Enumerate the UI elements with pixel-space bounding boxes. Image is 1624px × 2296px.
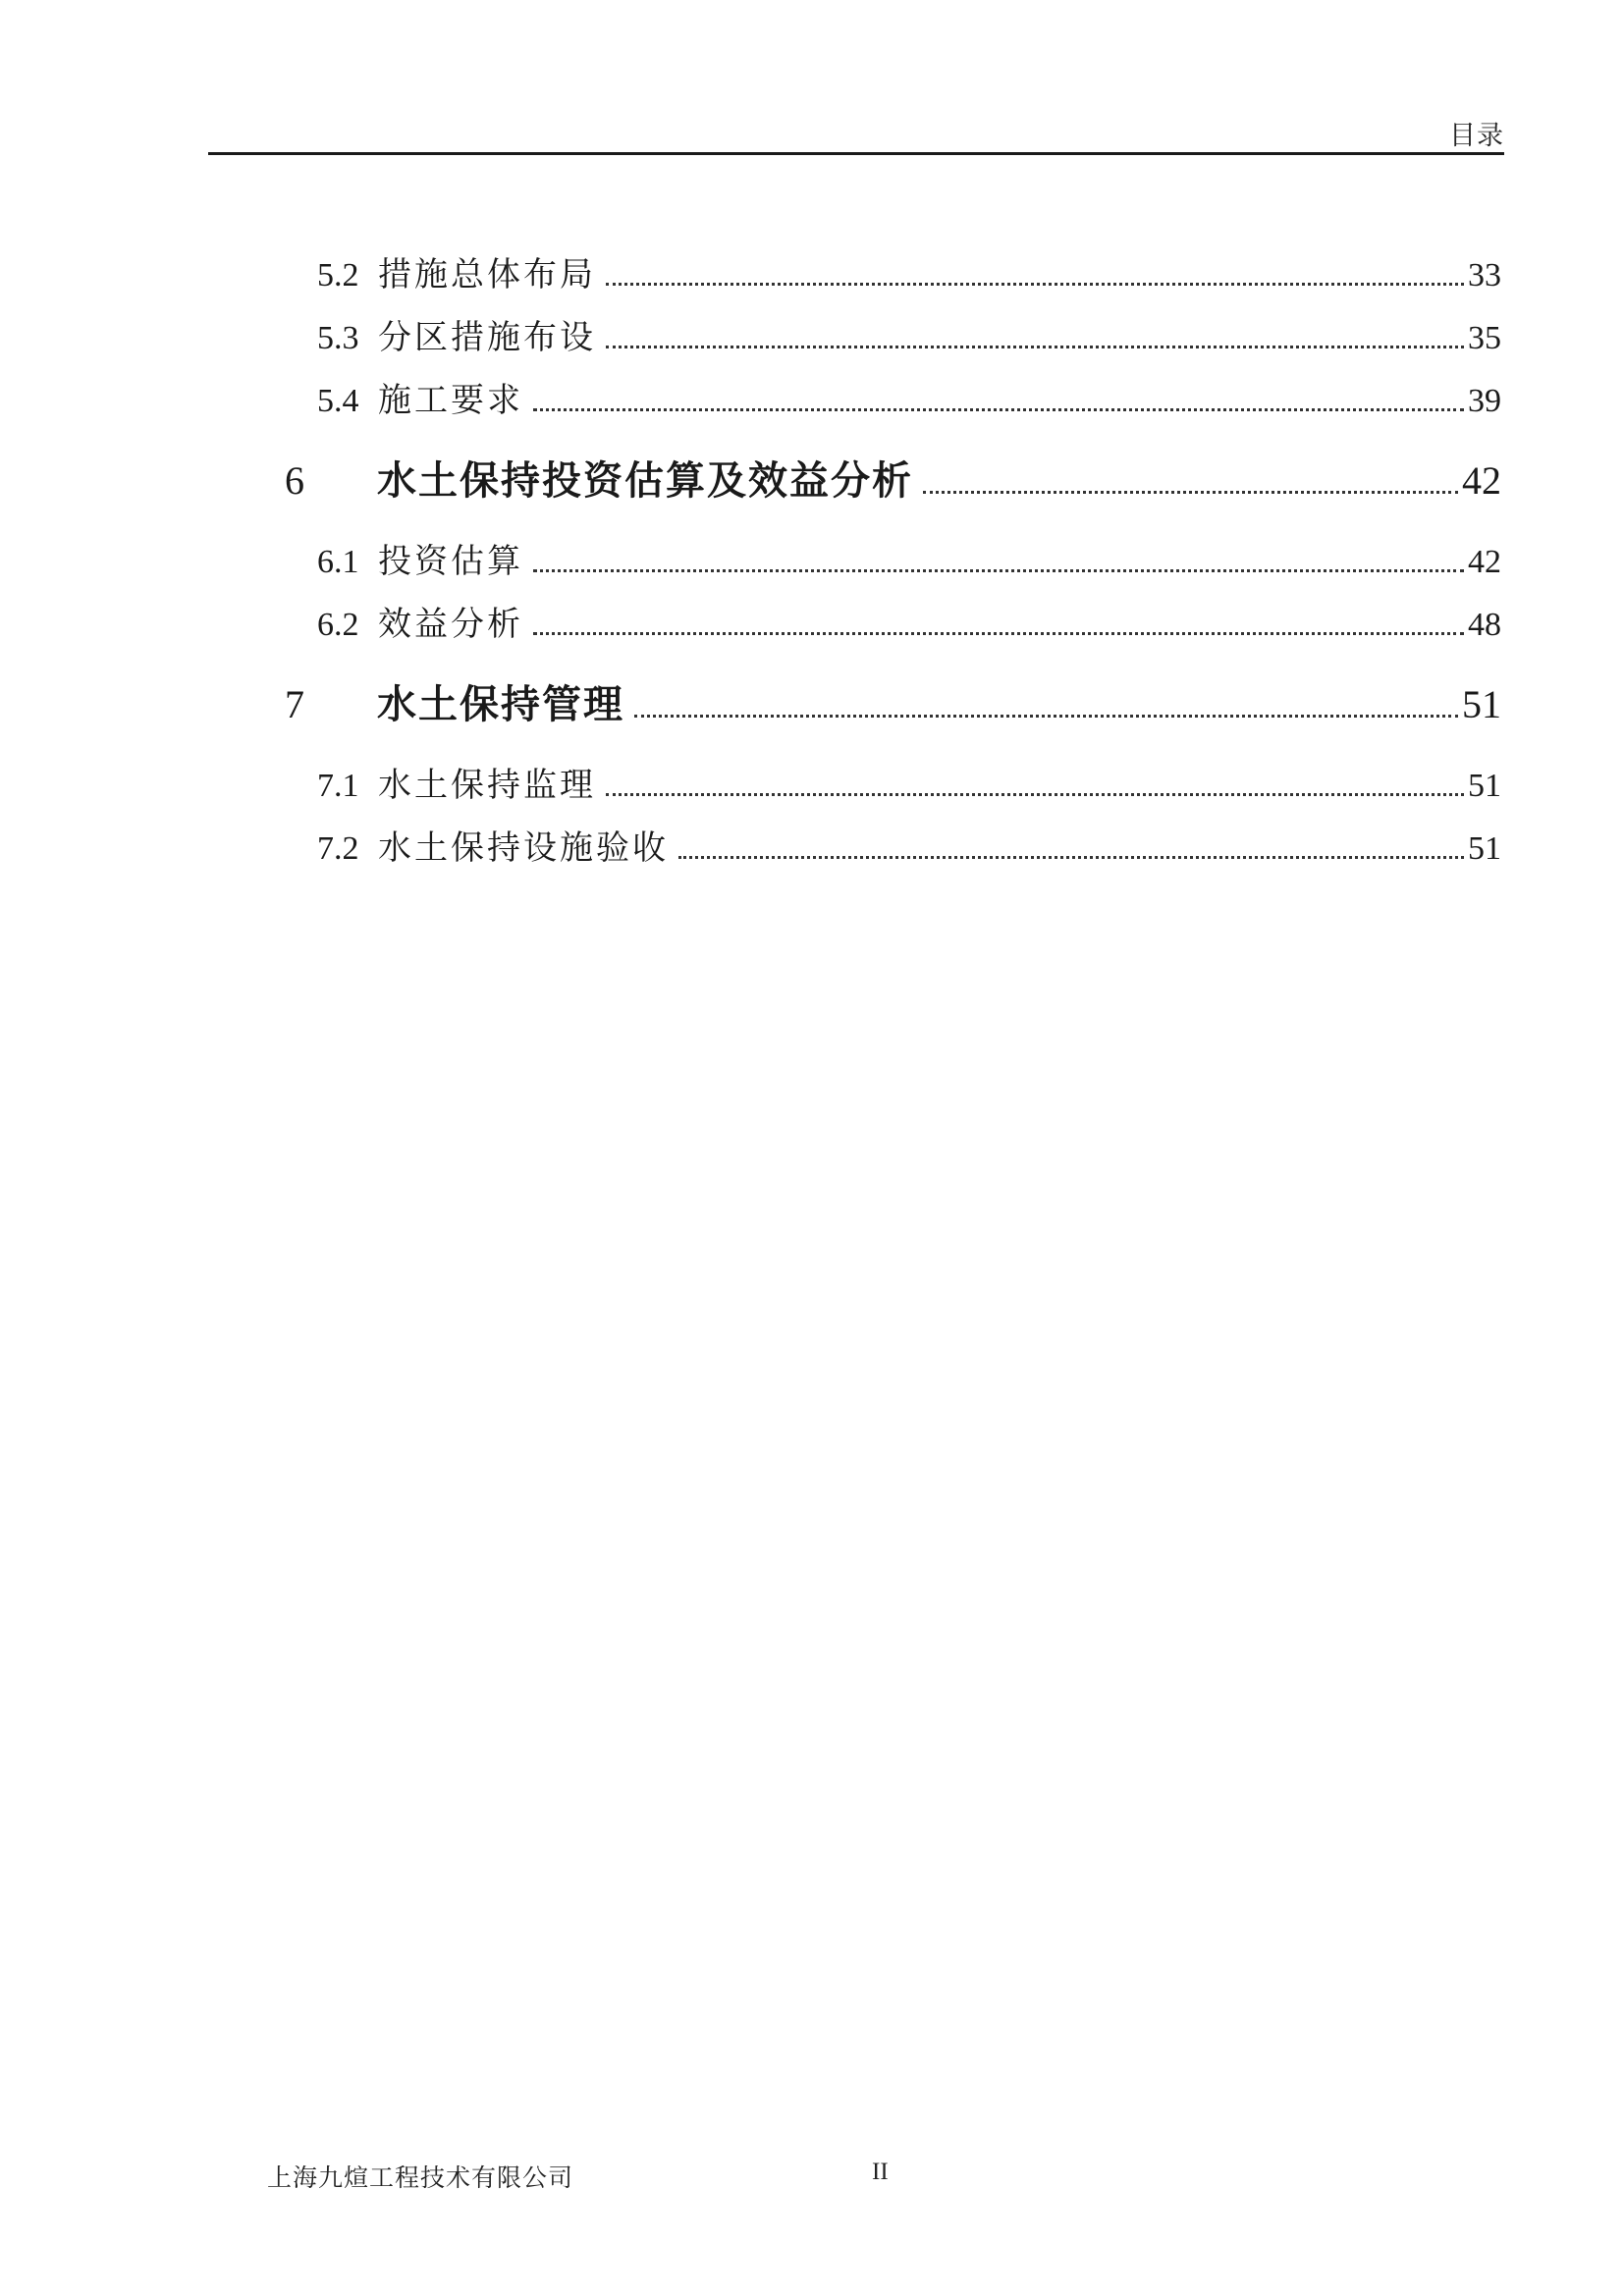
toc-entry-7-2[interactable] <box>317 821 1501 869</box>
dot-leader <box>606 283 1464 286</box>
footer-company-name: 上海九煊工程技术有限公司 <box>267 2163 574 2192</box>
toc-entry-5-2[interactable] <box>317 247 1501 295</box>
toc-chapter-number: 6 <box>285 458 304 503</box>
toc-entry-label: 措施总体布局 <box>378 255 596 294</box>
toc-chapter-7[interactable] <box>285 673 1501 729</box>
dot-leader <box>923 491 1458 494</box>
toc-entry-number: 6.1 <box>317 544 359 580</box>
toc-entry-page: 51 <box>1468 830 1501 867</box>
dot-leader <box>678 856 1464 859</box>
dot-leader <box>606 793 1464 796</box>
toc-entry-page: 51 <box>1468 768 1501 804</box>
toc-chapter-label: 水土保持投资估算及效益分析 <box>377 458 913 504</box>
toc-entry-label: 施工要求 <box>378 381 523 420</box>
toc-entry-page: 39 <box>1468 383 1501 419</box>
toc-entry-number: 6.2 <box>317 607 359 643</box>
toc-entry-label: 分区措施布设 <box>378 318 596 357</box>
toc-entry-6-2[interactable] <box>317 597 1501 645</box>
dot-leader <box>533 408 1464 411</box>
toc-entry-number: 5.3 <box>317 320 359 356</box>
toc-entry-label: 水土保持设施验收 <box>378 828 669 868</box>
toc-entry-number: 5.2 <box>317 257 359 294</box>
dot-leader <box>606 346 1464 348</box>
dot-leader <box>634 715 1458 718</box>
toc-entry-page: 48 <box>1468 607 1501 643</box>
toc-entry-number: 7.1 <box>317 768 359 804</box>
toc-entry-page: 33 <box>1468 257 1501 294</box>
toc-chapter-6[interactable] <box>285 450 1501 506</box>
dot-leader <box>533 632 1464 635</box>
header-title: 目录 <box>1449 121 1504 151</box>
toc-chapter-number: 7 <box>285 682 304 726</box>
toc-entry-number: 7.2 <box>317 830 359 867</box>
header-rule <box>208 152 1504 155</box>
toc-entry-label: 投资估算 <box>378 542 523 581</box>
toc-entry-5-4[interactable] <box>317 373 1501 421</box>
toc-chapter-label: 水土保持管理 <box>377 682 624 727</box>
toc-entry-label: 水土保持监理 <box>378 766 596 805</box>
toc-chapter-page: 42 <box>1462 458 1501 503</box>
toc-chapter-page: 51 <box>1462 682 1501 726</box>
toc-entry-page: 42 <box>1468 544 1501 580</box>
toc-entry-label: 效益分析 <box>378 605 523 644</box>
toc-entry-5-3[interactable] <box>317 310 1501 358</box>
toc-entry-page: 35 <box>1468 320 1501 356</box>
toc-entry-number: 5.4 <box>317 383 359 419</box>
dot-leader <box>533 569 1464 572</box>
toc-entry-7-1[interactable] <box>317 758 1501 806</box>
footer-page-number: II <box>872 2159 889 2185</box>
toc-entry-6-1[interactable] <box>317 534 1501 582</box>
